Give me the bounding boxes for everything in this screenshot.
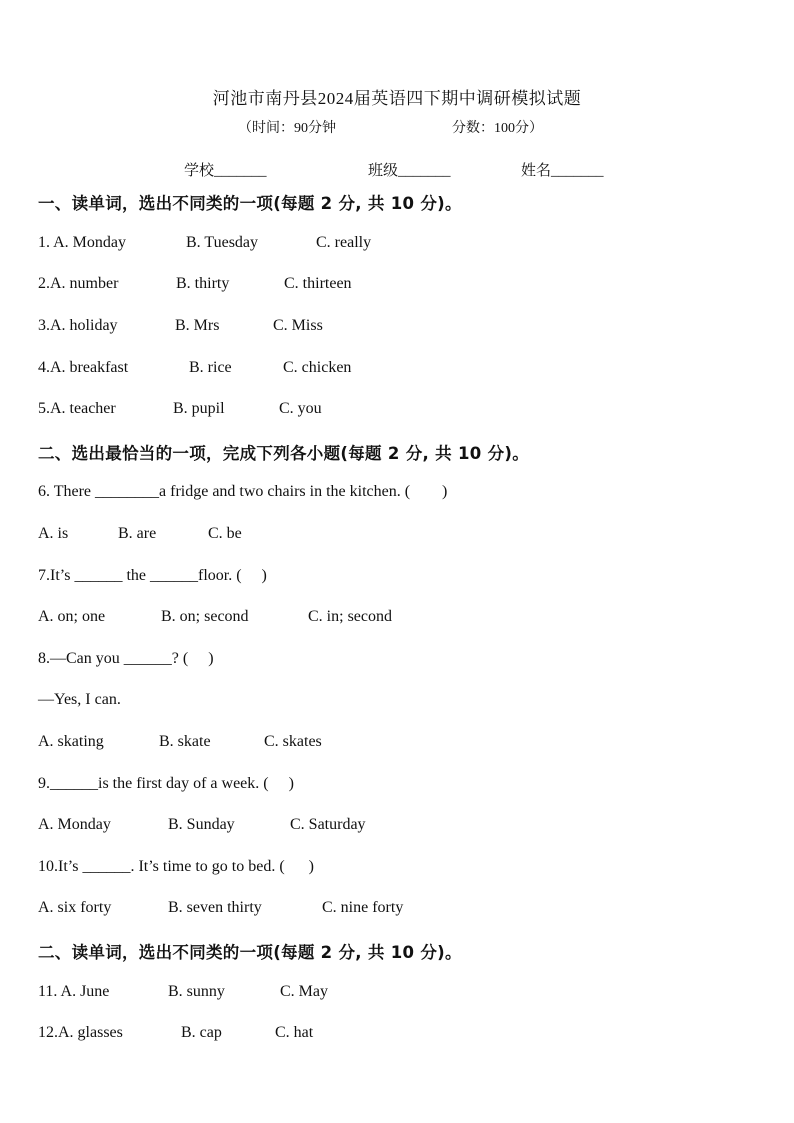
q7-option-c: C. in; second (308, 608, 392, 625)
q10-option-b: B. seven thirty (168, 899, 262, 916)
q10-option-c: C. nine forty (322, 899, 404, 916)
q3-option-a: 3.A. holiday (38, 317, 118, 334)
q2-option-b: B. thirty (176, 275, 230, 292)
q4-option-a: 4.A. breakfast (38, 359, 129, 376)
q8-answer: —Yes, I can. (38, 691, 121, 708)
q8-option-c: C. skates (264, 733, 322, 750)
q4-option-b: B. rice (189, 359, 232, 376)
q6-option-b: B. are (118, 525, 157, 542)
q8-option-a: A. skating (38, 733, 104, 750)
q7-stem: 7.It’s ______ the ______floor. ( ) (38, 567, 267, 584)
q1-option-a: 1. A. Monday (38, 234, 126, 251)
q8-option-b: B. skate (159, 733, 211, 750)
section-heading-1: 一、读单词，选出不同类的一项(每题 2 分, 共 10 分)。 (38, 194, 462, 213)
q6-option-c: C. be (208, 525, 242, 542)
q9-option-a: A. Monday (38, 816, 111, 833)
q2-option-a: 2.A. number (38, 275, 119, 292)
q12-option-c: C. hat (275, 1024, 314, 1041)
q5-option-b: B. pupil (173, 400, 225, 417)
name-field: 姓名_______ (521, 163, 604, 179)
q7-option-b: B. on; second (161, 608, 249, 625)
q8-stem: 8.—Can you ______? ( ) (38, 650, 214, 667)
q12-option-a: 12.A. glasses (38, 1024, 123, 1041)
q2-option-c: C. thirteen (284, 275, 352, 292)
q6-stem: 6. There ________a fridge and two chairs in the kitchen. ( ) (38, 483, 448, 500)
q1-option-c: C. really (316, 234, 372, 251)
class-field: 班级_______ (368, 163, 451, 179)
q5-option-a: 5.A. teacher (38, 400, 116, 417)
q5-option-c: C. you (279, 400, 322, 417)
q11-option-b: B. sunny (168, 983, 225, 1000)
q11-option-c: C. May (280, 983, 328, 1000)
q11-option-a: 11. A. June (38, 983, 110, 1000)
q10-option-a: A. six forty (38, 899, 112, 916)
q9-stem: 9.______is the first day of a week. ( ) (38, 775, 294, 792)
q7-option-a: A. on; one (38, 608, 106, 625)
q6-option-a: A. is (38, 525, 69, 542)
q10-stem: 10.It’s ______. It’s time to go to bed. ( ) (38, 858, 314, 875)
exam-score: 分数：100分） (452, 121, 543, 136)
q3-option-c: C. Miss (273, 317, 323, 334)
q3-option-b: B. Mrs (175, 317, 220, 334)
section-heading-2: 二、选出最恰当的一项，完成下列各小题(每题 2 分, 共 10 分)。 (38, 444, 530, 463)
section-heading-3: 二、读单词，选出不同类的一项(每题 2 分, 共 10 分)。 (38, 943, 462, 962)
exam-time: （时间：90分钟 (238, 121, 336, 136)
q9-option-c: C. Saturday (290, 816, 366, 833)
q9-option-b: B. Sunday (168, 816, 235, 833)
exam-title: 河池市南丹县2024届英语四下期中调研模拟试题 (212, 89, 582, 108)
q4-option-c: C. chicken (283, 359, 352, 376)
school-field: 学校_______ (184, 163, 267, 179)
q12-option-b: B. cap (181, 1024, 222, 1041)
q1-option-b: B. Tuesday (186, 234, 259, 251)
